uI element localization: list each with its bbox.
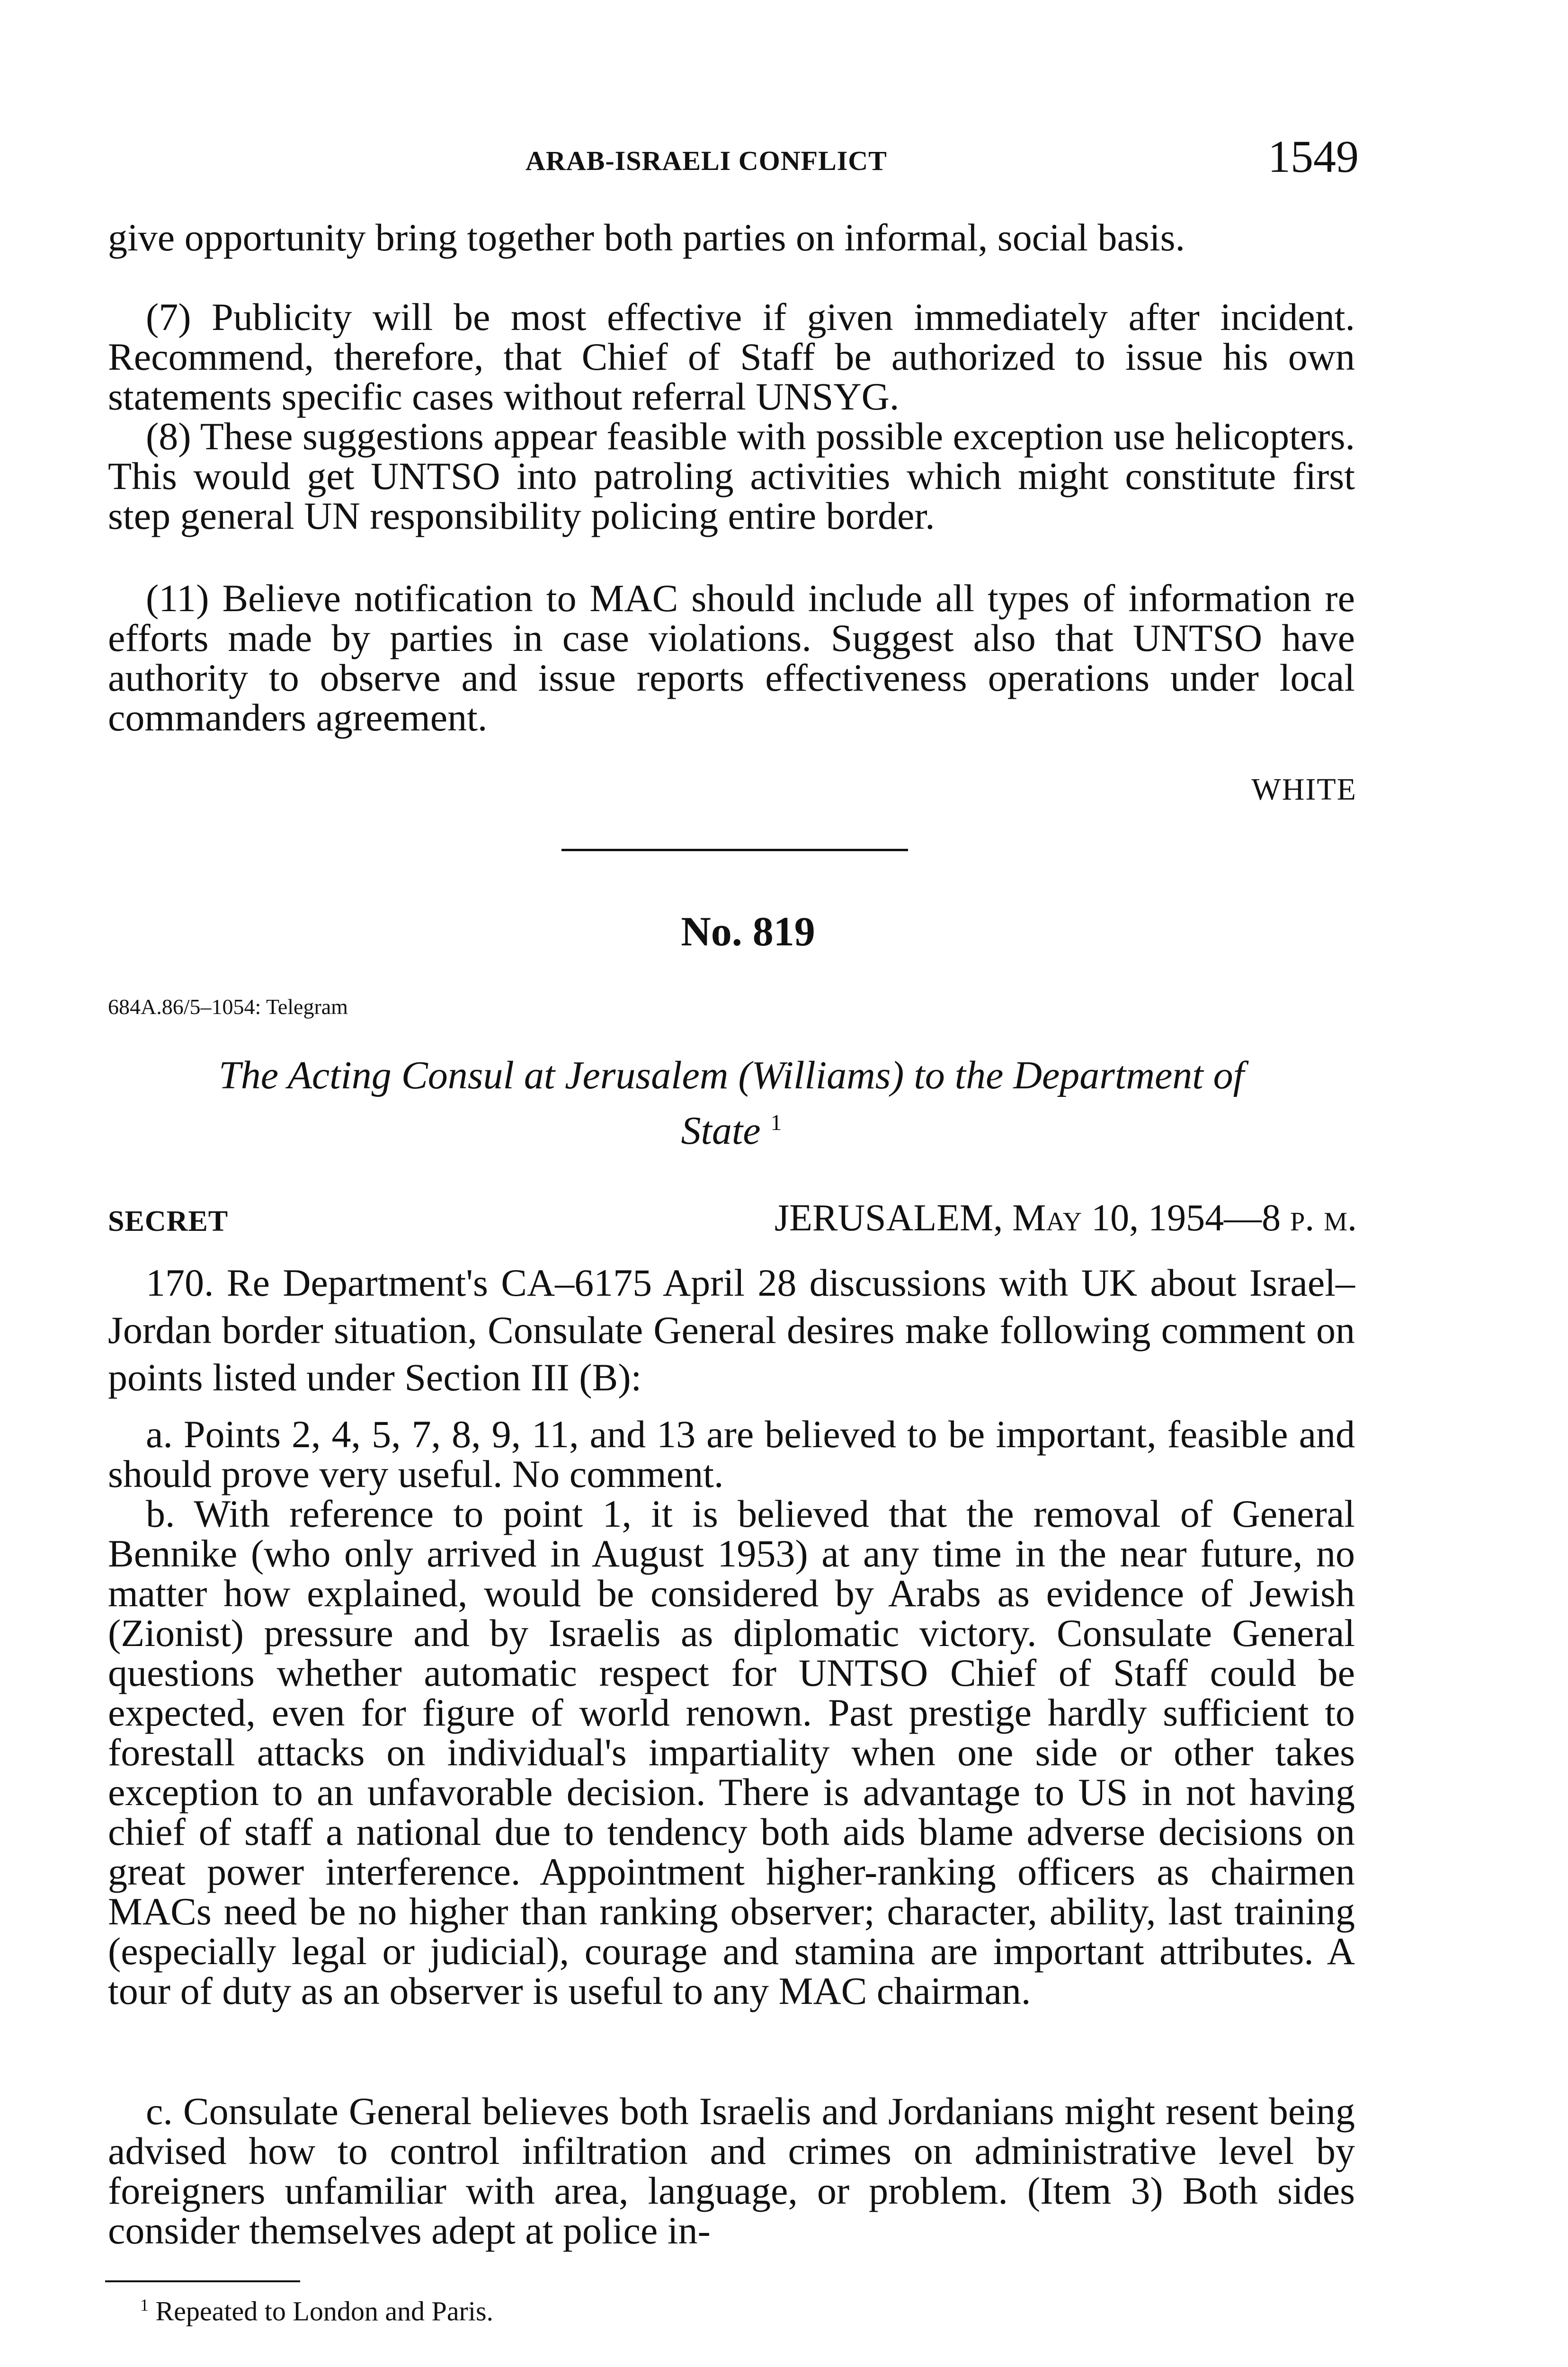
continued-paragraph: give opportunity bring together both parties on informal, social basis.: [108, 216, 1185, 259]
title-line-1: The Acting Consul at Jerusalem (Williams) to the Department of: [219, 1053, 1244, 1097]
title-line-2-text: State: [681, 1109, 761, 1153]
page-number: 1549: [1268, 131, 1359, 182]
running-title: ARAB-ISRAELI CONFLICT: [526, 145, 887, 176]
footnote: [140, 2295, 493, 2327]
section-divider: [561, 849, 908, 851]
document-title: [108, 1052, 1355, 1155]
document-number: No. 819: [681, 909, 815, 955]
title-line-2: [108, 1099, 1355, 1155]
paragraph-a: a. Points 2, 4, 5, 7, 8, 9, 11, and 13 are believed to be important, feasible and should prove very useful. No comment.: [108, 1413, 1355, 1495]
paragraph-170: 170. Re Department's CA–6175 April 28 discussions with UK about Israel–Jordan border situation, Consulate General desires make following comment on points listed under Section III (B):: [108, 1261, 1355, 1399]
footnote-text: Repeated to London and Paris.: [155, 2296, 494, 2327]
signature: WHITE: [1251, 772, 1357, 807]
paragraph-b: b. With reference to point 1, it is believed that the removal of General Bennike (who only arrived in August 1953) at any time in the near future, no matter how explained, would be considered by Arabs as evidence of Jewish (Zionist) pressure and by Israelis as diplomatic victory. Consulate General questions whether automatic respect for UNTSO Chief of Staff could be expected, even for figure of world renown. Past prestige hardly sufficient to forestall attacks on individual's impartiality when one side or other takes exception to an unfavorable decision. There is advantage to US in not having chief of staff a national due to tendency both aids blame adverse decisions on great power interference. Appointment higher-ranking officers as chairmen MACs need be no higher than ranking observer; character, ability, last training (especially legal or judicial), courage and stamina are important attributes. A tour of duty as an observer is useful to any MAC chairman.: [108, 1492, 1355, 2012]
file-reference: 684A.86/5–1054: Telegram: [108, 995, 348, 1019]
footnote-rule: [105, 2280, 300, 2282]
classification: SECRET: [108, 1205, 229, 1237]
paragraph-c: c. Consulate General believes both Israelis and Jordanians might resent being advised how to control infiltration and crimes on administrative level by foreigners unfamiliar with area, language, or problem. (Item 3) Both sides consider themselves adept at police in-: [108, 2090, 1355, 2252]
paragraph-11: (11) Believe notification to MAC should include all types of information re efforts made by parties in case violations. Suggest also that UNTSO have authority to observe and issue reports effectiveness operations under local commanders agreement.: [108, 577, 1355, 739]
paragraph-8: (8) These suggestions appear feasible with possible exception use helicopters. This would get UNTSO into patroling activities which might constitute first step general UN responsibility policing entire border.: [108, 415, 1355, 537]
place-date: JERUSALEM, May 10, 1954—8 p. m.: [774, 1197, 1357, 1239]
footnote-mark: 1: [140, 2296, 149, 2314]
title-footnote-mark: 1: [770, 1110, 782, 1135]
paragraph-7: (7) Publicity will be most effective if given immediately after incident. Recommend, therefore, that Chief of Staff be authorized to issue his own statements specific cases without referral UNSYG.: [108, 295, 1355, 418]
